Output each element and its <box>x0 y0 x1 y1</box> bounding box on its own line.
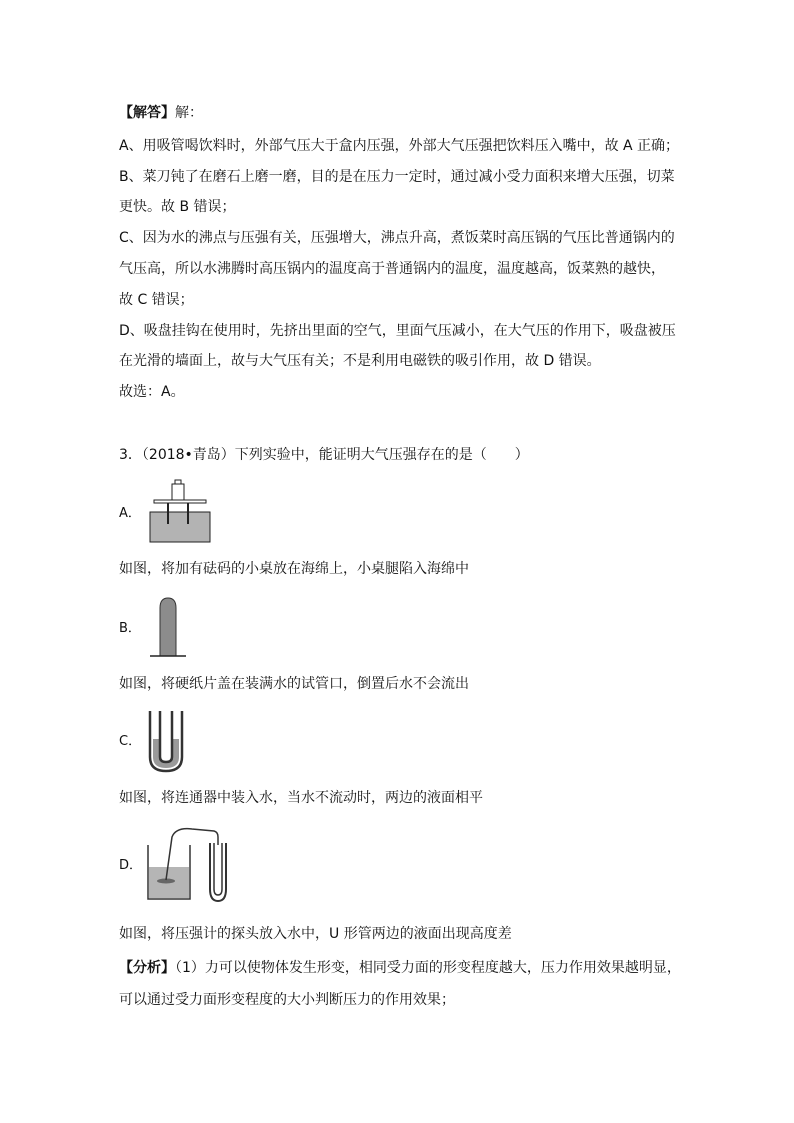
option-d-label: D． <box>119 858 143 873</box>
option-b-label: B． <box>119 621 141 636</box>
option-a-label: A． <box>119 506 141 521</box>
analysis-line-2: 可以通过受力面形变程度的大小判断压力的作用效果； <box>119 992 455 1008</box>
question-stem: 3．（2018•青岛）下列实验中，能证明大气压强存在的是（ ） <box>119 447 529 463</box>
option-b-desc: 如图，将硬纸片盖在装满水的试管口，倒置后水不会流出 <box>119 676 469 692</box>
inverted-test-tube-figure <box>148 594 188 660</box>
option-a-desc: 如图，将加有砝码的小桌放在海绵上，小桌腿陷入海绵中 <box>119 561 469 577</box>
weight-body <box>172 484 184 500</box>
option-c-label: C． <box>119 734 142 749</box>
sponge-block <box>150 512 210 542</box>
weight-knob <box>175 480 181 484</box>
answer-line-b1: B、菜刀钝了在磨石上磨一磨，目的是在压力一定时，通过减小受力面积来增大压强，切菜 <box>119 169 675 185</box>
answer-line-d2: 在光滑的墙面上，故与大气压有关；不是利用电磁铁的吸引作用，故 D 错误。 <box>119 353 601 369</box>
answer-lead: 解： <box>175 105 203 121</box>
connected-vessel-figure <box>144 707 188 775</box>
water-fill <box>153 739 179 768</box>
u-tube-inner-d <box>214 843 222 895</box>
analysis-line-1 <box>119 958 681 978</box>
analysis-text-1: （1）力可以使物体发生形变，相同受力面的形变程度越大，压力作用效果越明显， <box>175 960 681 976</box>
pressure-gauge-figure <box>144 823 236 905</box>
table-on-sponge-figure <box>144 478 216 544</box>
analysis-tag: 【分析】 <box>119 960 175 976</box>
answer-line-b2: 更快。故 B 错误； <box>119 199 236 215</box>
test-tube <box>160 598 176 656</box>
answer-line-c1: C、因为水的沸点与压强有关，压强增大，沸点升高，煮饭菜时高压锅的气压比普通锅内的 <box>119 230 675 246</box>
answer-choice: 故选：A。 <box>119 384 185 400</box>
answer-line-c2: 气压高，所以水沸腾时高压锅内的温度高于普通锅内的温度，温度越高，饭菜熟的越快， <box>119 261 665 277</box>
option-d-desc: 如图，将压强计的探头放入水中，U 形管两边的液面出现高度差 <box>119 926 512 942</box>
answer-line-a: A、用吸管喝饮料时，外部气压大于盒内压强，外部大气压强把饮料压入嘴中，故 A 正确； <box>119 138 680 154</box>
answer-line-c3: 故 C 错误； <box>119 292 194 308</box>
answer-heading <box>119 103 203 123</box>
answer-tag: 【解答】 <box>119 105 175 121</box>
u-tube-outer-d <box>210 843 226 901</box>
option-c-desc: 如图，将连通器中装入水，当水不流动时，两边的液面相平 <box>119 790 483 806</box>
u-tube-inner <box>160 711 172 762</box>
answer-line-d1: D、吸盘挂钩在使用时，先挤出里面的空气，里面气压减小，在大气压的作用下，吸盘被压 <box>119 323 676 339</box>
